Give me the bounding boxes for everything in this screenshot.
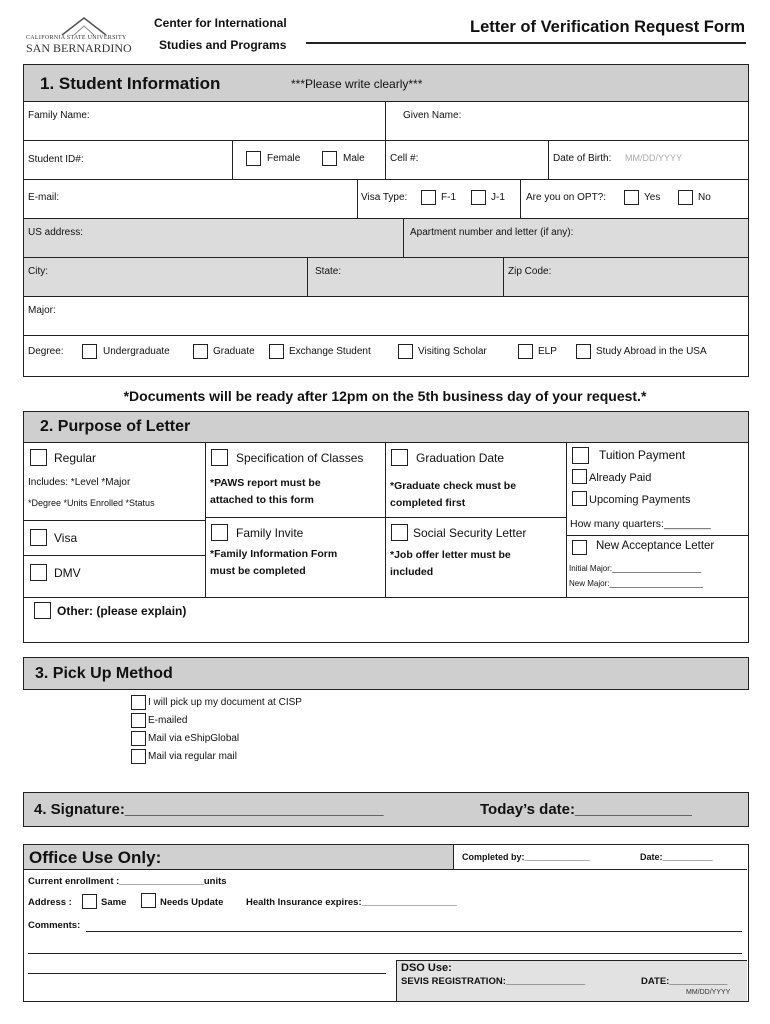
regular-includes-2: *Degree *Units Enrolled *Status: [28, 498, 155, 508]
completed-date-field[interactable]: Date:__________: [640, 852, 713, 862]
family-invite-checkbox[interactable]: [211, 524, 228, 541]
state-field[interactable]: [308, 258, 504, 297]
graduate-label: Graduate: [213, 346, 255, 357]
regular-mail-label: Mail via regular mail: [148, 751, 237, 762]
graduation-label: Graduation Date: [416, 451, 505, 465]
new-acceptance-label: New Acceptance Letter: [596, 540, 715, 552]
pickup-cisp-label: I will pick up my document at CISP: [148, 697, 302, 708]
opt-label: Are you on OPT?:: [526, 192, 607, 203]
quarters-field[interactable]: How many quarters:________: [570, 518, 711, 530]
section3-title: 3. Pick Up Method: [35, 665, 173, 682]
office-use-box: [23, 844, 749, 1002]
regular-mail-checkbox[interactable]: [131, 749, 146, 764]
dmv-label: DMV: [54, 566, 81, 580]
student-id-label: Student ID#:: [28, 154, 84, 165]
comments-label: Comments:: [28, 920, 81, 931]
initial-major-field[interactable]: Initial Major:____________________: [569, 564, 702, 573]
new-major-field[interactable]: New Major:_____________________: [569, 579, 703, 588]
opt-cell: [521, 180, 748, 219]
degree-label: Degree:: [28, 346, 64, 357]
regular-label: Regular: [54, 451, 97, 465]
completed-by-cell: [454, 845, 747, 870]
opt-yes-checkbox[interactable]: [624, 190, 639, 205]
form-title: Letter of Verification Request Form: [470, 18, 746, 36]
current-enrollment-field[interactable]: Current enrollment :________________units: [28, 876, 227, 887]
emailed-checkbox[interactable]: [131, 713, 146, 728]
regular-includes-1: Includes: *Level *Major: [28, 477, 131, 488]
section1-title: 1. Student Information: [40, 74, 221, 93]
j1-checkbox[interactable]: [471, 190, 486, 205]
new-acceptance-checkbox[interactable]: [572, 540, 587, 555]
comments-line-1[interactable]: [86, 931, 742, 932]
center-name-line2: Studies and Programs: [159, 38, 287, 52]
completed-by-field[interactable]: Completed by:_____________: [462, 852, 590, 862]
family-name-field[interactable]: [24, 102, 386, 141]
specification-note-2: attached to this form: [210, 494, 314, 506]
cell-phone-field[interactable]: [386, 141, 549, 180]
zip-code-field[interactable]: [504, 258, 748, 297]
pickup-options: [131, 695, 431, 770]
dmv-checkbox[interactable]: [30, 564, 47, 581]
f1-checkbox[interactable]: [421, 190, 436, 205]
header-rule: [306, 42, 746, 44]
opt-yes-label: Yes: [644, 192, 661, 203]
state-label: State:: [315, 266, 342, 277]
other-row: [24, 598, 748, 641]
address-same-label: Same: [101, 897, 127, 908]
us-address-field[interactable]: [24, 219, 404, 258]
logo-bottom-text: SAN BERNARDINO: [26, 41, 132, 55]
ready-notice: *Documents will be ready after 12pm on the 5th business day of your request.*: [123, 388, 647, 404]
regular-checkbox[interactable]: [30, 449, 47, 466]
graduation-note-2: completed first: [390, 497, 466, 509]
address-label: Address :: [28, 897, 72, 908]
female-label: Female: [267, 153, 301, 164]
tuition-cell: [567, 443, 748, 598]
specification-label: Specification of Classes: [236, 451, 364, 465]
dob-placeholder: MM/DD/YYYY: [625, 153, 683, 163]
specification-note-1: *PAWS report must be: [210, 477, 321, 489]
family-invite-cell: [206, 518, 386, 598]
upcoming-payments-checkbox[interactable]: [572, 491, 587, 506]
given-name-field[interactable]: [386, 102, 748, 141]
section1-body: [23, 102, 749, 377]
tuition-divider: [567, 535, 748, 536]
ssn-letter-checkbox[interactable]: [391, 524, 408, 541]
needs-update-label: Needs Update: [160, 897, 224, 908]
other-label: Other: (please explain): [57, 604, 187, 618]
visa-label: Visa: [54, 531, 78, 545]
logo-top-text: CALIFORNIA STATE UNIVERSITY: [26, 35, 127, 41]
university-logo: [22, 14, 146, 54]
visa-cell: [24, 521, 206, 556]
already-paid-label: Already Paid: [589, 472, 652, 484]
exchange-student-checkbox[interactable]: [269, 344, 284, 359]
family-note-2: must be completed: [210, 565, 306, 577]
dmv-cell: [24, 556, 206, 598]
male-checkbox[interactable]: [322, 151, 337, 166]
graduate-checkbox[interactable]: [193, 344, 208, 359]
needs-update-checkbox[interactable]: [141, 893, 156, 908]
f1-label: F-1: [441, 192, 456, 203]
elp-label: ELP: [538, 346, 557, 357]
ssn-letter-label: Social Security Letter: [413, 526, 527, 540]
visa-type-cell: [358, 180, 521, 219]
family-invite-label: Family Invite: [236, 526, 304, 540]
ssn-note-1: *Job offer letter must be: [390, 549, 511, 561]
student-id-field[interactable]: [24, 141, 233, 180]
major-field[interactable]: [24, 297, 748, 336]
pickup-cisp-checkbox[interactable]: [131, 695, 146, 710]
undergraduate-label: Undergraduate: [103, 346, 170, 357]
gender-cell: [233, 141, 386, 180]
dso-use-cell: [396, 960, 747, 1001]
apartment-field[interactable]: [404, 219, 748, 258]
visiting-scholar-checkbox[interactable]: [398, 344, 413, 359]
email-label: E-mail:: [28, 192, 60, 203]
email-field[interactable]: [24, 180, 358, 219]
already-paid-checkbox[interactable]: [572, 469, 587, 484]
section2-body: [23, 443, 749, 643]
dso-date-field[interactable]: DATE:___________: [641, 976, 728, 987]
dob-field[interactable]: [549, 141, 748, 180]
male-label: Male: [343, 153, 365, 164]
sevis-registration-field[interactable]: SEVIS REGISTRATION:_______________: [401, 976, 586, 987]
section3-header: [23, 657, 749, 690]
family-note-1: *Family Information Form: [210, 548, 338, 560]
graduation-checkbox[interactable]: [391, 449, 408, 466]
dso-use-label: DSO Use:: [401, 962, 452, 974]
elp-checkbox[interactable]: [518, 344, 533, 359]
undergraduate-checkbox[interactable]: [82, 344, 97, 359]
major-label: Major:: [28, 305, 56, 316]
comments-line-2[interactable]: [28, 953, 742, 954]
signature-field[interactable]: 4. Signature:_______________________________: [34, 801, 384, 818]
study-abroad-label: Study Abroad in the USA: [596, 346, 707, 357]
section2-header: [23, 411, 749, 443]
us-address-label: US address:: [28, 227, 84, 238]
section2-title: 2. Purpose of Letter: [40, 418, 191, 435]
ssn-note-2: included: [390, 566, 434, 578]
ssn-letter-cell: [386, 518, 567, 598]
section4-signature: [23, 792, 749, 827]
mountain-logo-icon: [22, 14, 146, 36]
visiting-scholar-label: Visiting Scholar: [418, 346, 487, 357]
female-checkbox[interactable]: [246, 151, 261, 166]
specification-checkbox[interactable]: [211, 449, 228, 466]
cell-label: Cell #:: [390, 153, 419, 164]
comments-line-3[interactable]: [28, 973, 386, 974]
eshipglobal-label: Mail via eShipGlobal: [148, 733, 240, 744]
graduation-note-1: *Graduate check must be: [390, 480, 517, 492]
section1-note: ***Please write clearly***: [291, 77, 423, 91]
specification-cell: [206, 443, 386, 518]
city-label: City:: [28, 266, 48, 277]
address-same-checkbox[interactable]: [82, 894, 97, 909]
family-name-label: Family Name:: [28, 110, 90, 121]
visa-type-label: Visa Type:: [361, 192, 408, 203]
todays-date-field[interactable]: Today’s date:______________: [480, 801, 692, 818]
opt-no-checkbox[interactable]: [678, 190, 693, 205]
tuition-label: Tuition Payment: [599, 448, 686, 462]
regular-cell: [24, 443, 206, 521]
degree-row: [24, 336, 748, 375]
opt-no-label: No: [698, 192, 711, 203]
dso-date-format: MM/DD/YYYY: [686, 989, 731, 996]
zip-code-label: Zip Code:: [508, 266, 552, 277]
tuition-checkbox[interactable]: [572, 447, 589, 464]
upcoming-payments-label: Upcoming Payments: [589, 494, 691, 506]
study-abroad-checkbox[interactable]: [576, 344, 591, 359]
apartment-label: Apartment number and letter (if any):: [410, 227, 574, 238]
given-name-label: Given Name:: [403, 110, 462, 121]
visa-checkbox[interactable]: [30, 529, 47, 546]
graduation-cell: [386, 443, 567, 518]
center-name-line1: Center for International: [154, 16, 287, 30]
health-insurance-field[interactable]: Health Insurance expires:__________________: [246, 897, 457, 908]
exchange-student-label: Exchange Student: [289, 346, 371, 357]
emailed-label: E-mailed: [148, 715, 188, 726]
section1-header: [23, 64, 749, 102]
city-field[interactable]: [24, 258, 308, 297]
other-checkbox[interactable]: [34, 602, 51, 619]
office-use-title: Office Use Only:: [29, 848, 162, 867]
j1-label: J-1: [491, 192, 505, 203]
office-title-cell: [24, 845, 454, 870]
eshipglobal-checkbox[interactable]: [131, 731, 146, 746]
dob-label: Date of Birth:: [553, 153, 612, 164]
